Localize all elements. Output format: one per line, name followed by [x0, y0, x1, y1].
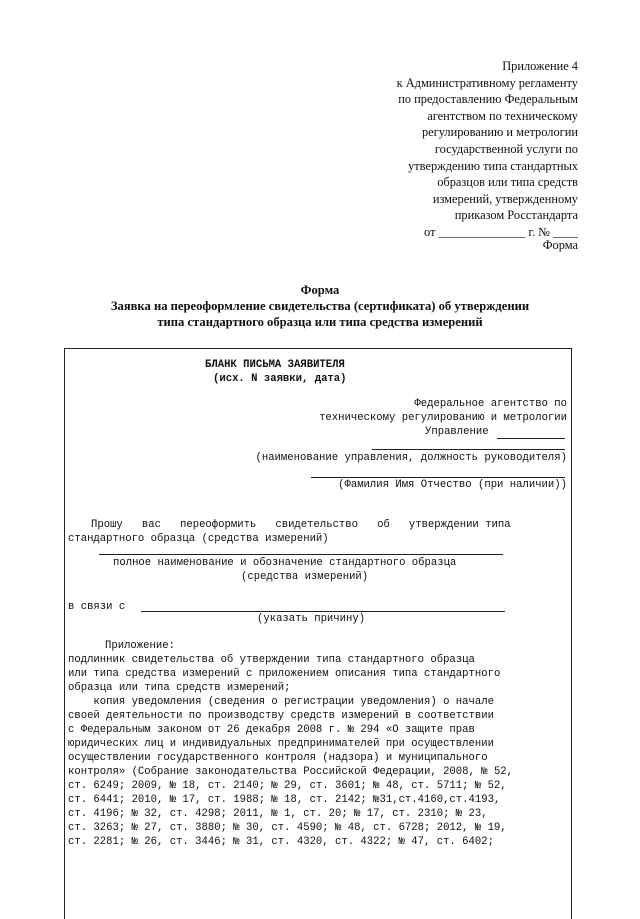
attachment-line: своей деятельности по производству средств измерений в соответствии: [68, 710, 494, 722]
attachment-line: или типа средства измерений с приложением описания типа стандартного: [68, 668, 501, 680]
appendix-line: образцов или типа средств: [437, 175, 578, 190]
attachment-line: ст. 6249; 2009, № 18, ст. 2140; № 29, ст. 3601; № 48, ст. 5711; № 52,: [68, 780, 507, 792]
appendix-line: агентством по техническому: [427, 108, 578, 123]
attachment-line: копия уведомления (сведения о регистрации уведомления) о начале: [68, 696, 494, 708]
letterhead-subheader: (исх. N заявки, дата): [213, 373, 347, 385]
request-text-line-2: стандартного образца (средства измерений): [68, 533, 329, 545]
appendix-date-line: от ______________ г. № ____: [424, 224, 578, 239]
appendix-line: регулированию и метрологии: [421, 125, 578, 140]
object-name-caption-1: полное наименование и обозначение стандартного образца: [113, 557, 457, 569]
appendix-line: приказом Росстандарта: [454, 208, 578, 223]
request-text-line-1: Прошу вас переоформить свидетельство об утверждении типа: [91, 519, 511, 531]
title-line-1: Форма: [300, 283, 340, 297]
appendix-line: Приложение 4: [502, 59, 578, 73]
appendix-line: измерений, утвержденному: [432, 191, 578, 206]
fio-blank: [311, 477, 565, 478]
appendix-block: [330, 58, 578, 241]
title-line-3: типа стандартного образца или типа средства измерений: [157, 315, 483, 330]
reason-caption: (указать причину): [257, 613, 366, 625]
attachment-line: ст. 2281; № 26, ст. 3446; № 31, ст. 4320, ст. 4322; № 47, ст. 6402;: [68, 836, 494, 848]
attachment-line: контроля» (Собрание законодательства Российской Федерации, 2008, № 52,: [68, 766, 514, 778]
application-form-frame: [64, 348, 572, 919]
attachment-line: ст. 3263; № 27, ст. 3880; № 30, ст. 4590; № 48, ст. 6728; 2012, № 19,: [68, 822, 507, 834]
department-caption: (наименование управления, должность руководителя): [255, 452, 567, 464]
form-label: Форма: [542, 238, 578, 252]
title-line-2: Заявка на переоформление свидетельства (сертификата) об утверждении: [110, 299, 530, 314]
attachment-line: осуществлении государственного контроля (надзора) и муниципального: [68, 752, 488, 764]
attachment-line: с Федеральным законом от 26 декабря 2008 г. № 294 «О защите прав: [68, 724, 475, 736]
appendix-line: государственной услуги по: [434, 141, 578, 156]
attachment-line: юридических лиц и индивидуальных предпринимателей при осуществлении: [68, 738, 494, 750]
letterhead-header: БЛАНК ПИСЬМА ЗАЯВИТЕЛЯ: [205, 359, 345, 371]
document-title: [80, 282, 560, 331]
object-name-blank: [99, 554, 503, 555]
attachment-line: подлинник свидетельства об утверждении типа стандартного образца: [68, 654, 475, 666]
appendix-line: утверждению типа стандартных: [408, 158, 578, 173]
department-name-blank: [372, 449, 565, 450]
attachment-line: ст. 4196; № 32, ст. 4298; 2011, № 1, ст. 20; № 17, ст. 2310; № 23,: [68, 808, 488, 820]
addressee-line-1: Федеральное агентство по: [414, 398, 567, 410]
fio-caption: (Фамилия Имя Отчество (при наличии)): [338, 479, 567, 491]
reason-blank: [141, 611, 505, 612]
reason-label: в связи с: [68, 601, 126, 613]
object-name-caption-2: (средства измерений): [241, 571, 369, 583]
department-blank: [497, 438, 565, 439]
appendix-line: к Административному регламенту: [396, 75, 578, 90]
attachment-line: ст. 6441; 2010, № 17, ст. 1988; № 18, ст. 2142; №31,ст.4160,ст.4193,: [68, 794, 501, 806]
attachment-label: Приложение:: [105, 640, 175, 652]
attachment-line: образца или типа средств измерений;: [68, 682, 291, 694]
addressee-line-3: Управление: [425, 426, 489, 438]
appendix-line: по предоставлению Федеральным: [398, 92, 578, 107]
addressee-line-2: техническому регулированию и метрологии: [319, 412, 567, 424]
